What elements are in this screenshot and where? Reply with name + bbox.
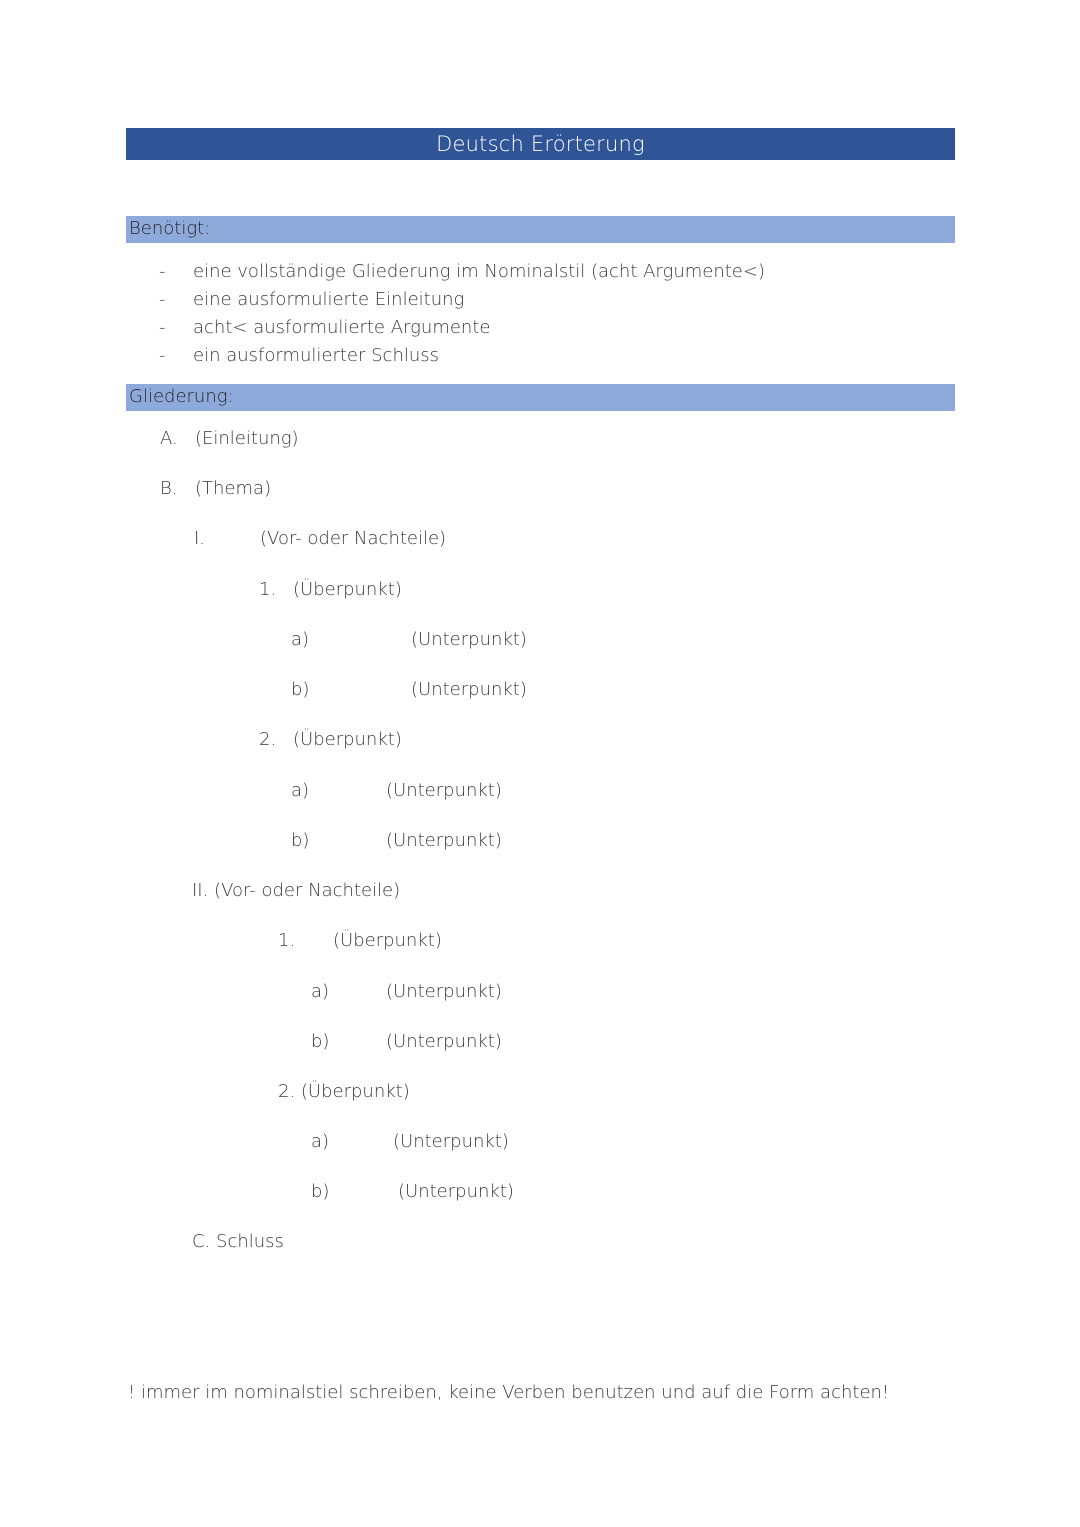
section-header-benoetigt [126,216,955,243]
outline-marker-b: B. [160,478,178,499]
bullet-dash: - [159,345,166,366]
footer-note: ! immer im nominalstiel schreiben, keine Verben benutzen und auf die Form achten! [128,1382,890,1403]
outline-item-i2a: (Unterpunkt) [386,780,502,801]
outline-item-ii1: (Überpunkt) [333,930,442,951]
list-item: ein ausformulierter Schluss [193,345,440,366]
outline-item-i1: (Überpunkt) [293,579,402,600]
outline-marker-i: I. [194,528,206,549]
section-label-gliederung: Gliederung: [129,386,234,407]
outline-marker-i1b: b) [291,679,310,700]
section-label-benoetigt: Benötigt: [129,218,211,239]
outline-item-schluss: C. Schluss [192,1231,284,1252]
outline-marker-ii1b: b) [311,1031,330,1052]
list-item: eine ausformulierte Einleitung [193,289,465,310]
outline-marker-ii1a: a) [311,981,330,1002]
outline-item-i: (Vor- oder Nachteile) [260,528,447,549]
outline-marker-i1a: a) [291,629,310,650]
outline-marker-a: A. [160,428,178,449]
list-item: acht< ausformulierte Argumente [193,317,491,338]
outline-item-ii2a: (Unterpunkt) [393,1131,509,1152]
outline-marker-i1: 1. [259,579,277,600]
outline-marker-ii1: 1. [278,930,296,951]
outline-item-ii1b: (Unterpunkt) [386,1031,502,1052]
outline-item-i2: (Überpunkt) [293,729,402,750]
outline-item-ii1a: (Unterpunkt) [386,981,502,1002]
bullet-dash: - [159,261,166,282]
document-title: Deutsch Erörterung [436,132,645,156]
outline-item-i1a: (Unterpunkt) [411,629,527,650]
bullet-dash: - [159,289,166,310]
outline-item-ii2: 2. (Überpunkt) [278,1081,410,1102]
outline-marker-i2b: b) [291,830,310,851]
outline-item-ii: II. (Vor- oder Nachteile) [192,880,401,901]
outline-item-einleitung: (Einleitung) [195,428,299,449]
outline-item-thema: (Thema) [195,478,272,499]
outline-item-i2b: (Unterpunkt) [386,830,502,851]
bullet-dash: - [159,317,166,338]
outline-marker-ii2a: a) [311,1131,330,1152]
title-bar [126,128,955,160]
section-header-gliederung [126,384,955,411]
outline-marker-i2: 2. [259,729,277,750]
outline-marker-ii2b: b) [311,1181,330,1202]
outline-item-i1b: (Unterpunkt) [411,679,527,700]
list-item: eine vollständige Gliederung im Nominalstil (acht Argumente<) [193,261,765,282]
outline-marker-i2a: a) [291,780,310,801]
outline-item-ii2b: (Unterpunkt) [398,1181,514,1202]
